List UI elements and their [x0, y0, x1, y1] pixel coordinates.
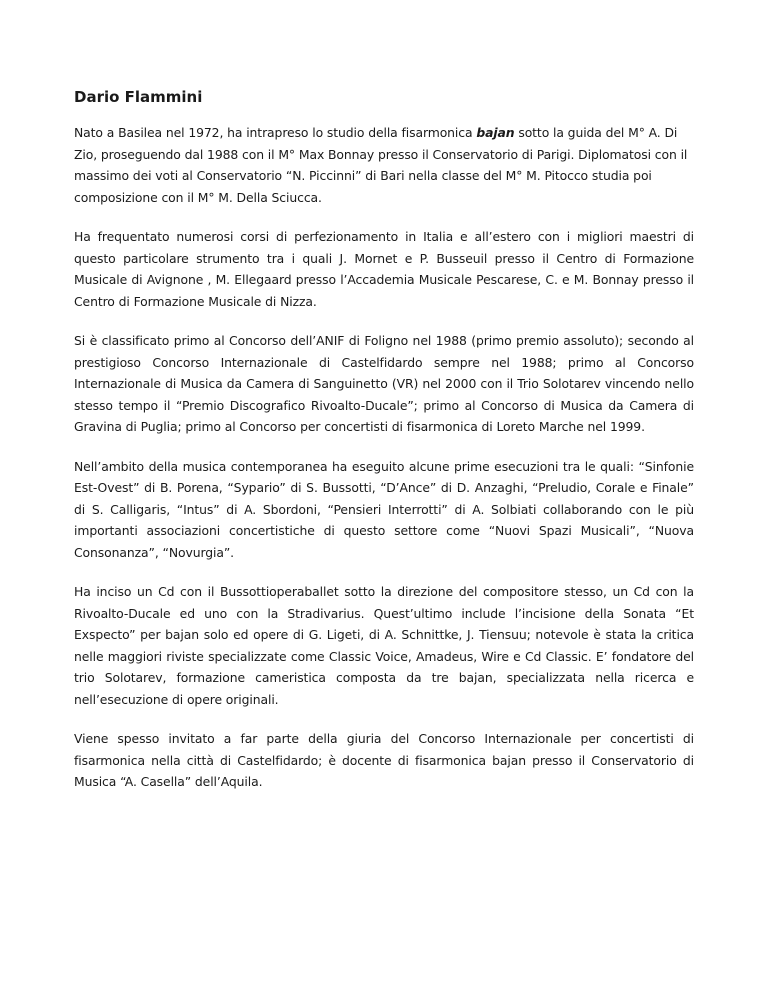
document-page	[74, 86, 694, 811]
bajan-emphasis: bajan	[476, 125, 515, 140]
paragraph-6: Viene spesso invitato a far parte della giuria del Concorso Internazionale per concertisti di fisarmonica nella città di Castelfidardo; è docente di fisarmonica bajan presso il Conservatorio di Musica “A. Casella” dell’Aquila.	[74, 731, 694, 789]
paragraph-2: Ha frequentato numerosi corsi di perfezionamento in Italia e all’estero con i migliori maestri di questo particolare strumento tra i quali J. Mornet e P. Busseuil presso il Centro di Formazione Musicale di Avignone , M. Ellegaard presso l’Accademia Musicale Pescarese, C. e M. Bonnay presso il Centro di Formazione Musicale di Nizza.	[74, 229, 694, 309]
paragraph-3: Si è classificato primo al Concorso dell’ANIF di Foligno nel 1988 (primo premio assoluto); secondo al prestigioso Concorso Internazionale di Castelfidardo sempre nel 1988; primo al Concorso Internazionale di Musica da Camera di Sanguinetto (VR) nel 2000 con il Trio Solotarev vincendo nello stesso tempo il “Premio Discografico Rivoalto-Ducale”; primo al Concorso di Musica da Camera di Gravina di Puglia; primo al Concorso per concertisti di fisarmonica di Loreto Marche nel 1999.	[74, 333, 694, 434]
paragraph-1-text-start: Nato a Basilea nel 1972, ha intrapreso lo studio della fisarmonica	[74, 125, 477, 140]
paragraph-1-text-end: sotto la guida del M° A. Di Zio, proseguendo dal 1988 con il M° Max Bonnay presso il Conservatorio di Parigi. Diplomatosi con il massimo dei voti al Conservatorio “N. Piccinni” di Bari nella classe del M° M. Pitocco studia poi composizione con il M° M. Della Sciucca.	[74, 125, 688, 205]
paragraph-4: Nell’ambito della musica contemporanea ha eseguito alcune prime esecuzioni tra le quali: “Sinfonie Est-Ovest” di B. Porena, “Sypario” di S. Bussotti, “D’Ance” di D. Anzaghi, “Preludio, Corale e Finale” di S. Calligaris, “Intus” di A. Sbordoni, “Pensieri Interrotti” di A. Solbiati collaborando con le più importanti associazioni concertistiche di questo settore come “Nuovi Spazi Musicali”, “Nuova Consonanza”, “Novurgia”.	[74, 458, 694, 560]
document-title: Dario Flammini	[74, 88, 203, 106]
paragraph-1	[74, 122, 694, 208]
paragraph-5: Ha inciso un Cd con il Bussottioperaballet sotto la direzione del compositore stesso, un Cd con la Rivoalto-Ducale ed uno con la Stradivarius. Quest’ultimo include l’incisione della Sonata “Et Exspecto” per bajan solo ed opere di G. Ligeti, di A. Schnittke, J. Tiensuu; notevole è stata la critica nelle maggiori riviste specializzate come Classic Voice, Amadeus, Wire e Cd Classic. E’ fondatore del trio Solotarev, formazione cameristica composta da tre bajan, specializzata nella ricerca e nell’esecuzione di opere originali.	[74, 584, 694, 707]
